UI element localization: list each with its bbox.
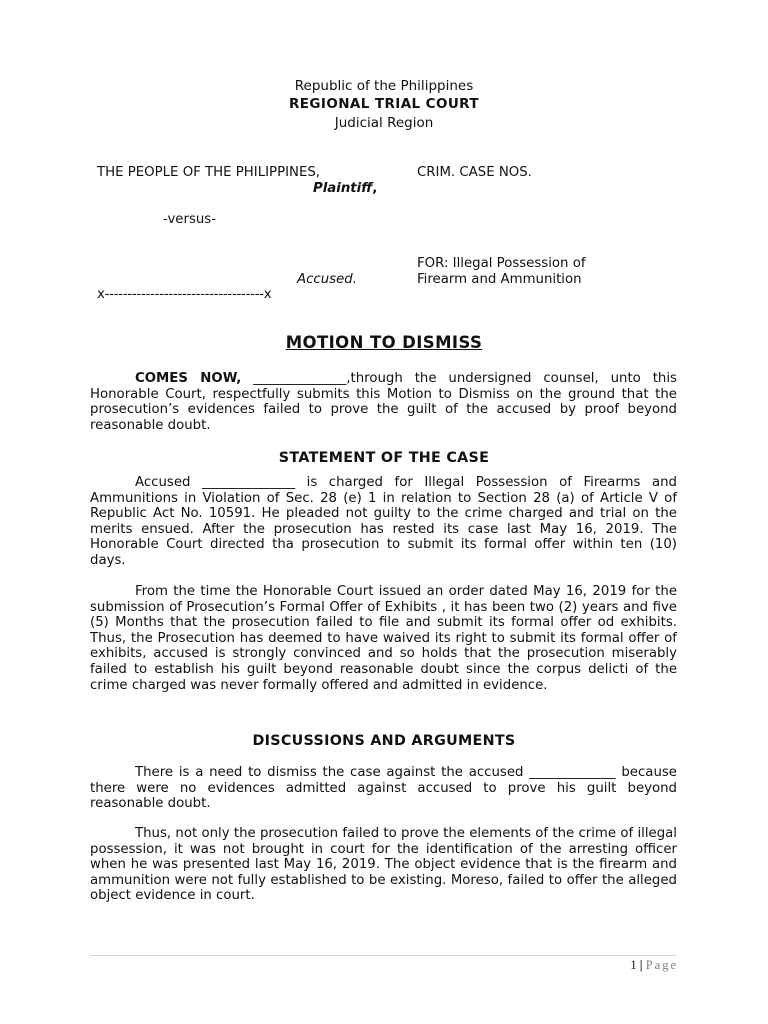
caption-x-line: x-----------------------------------x <box>97 287 272 302</box>
statement-2-text: From the time the Honorable Court issued an order dated May 16, 2019 for the submission of Prosecution’s Formal Offer of Exhibits , it has been two (2) years and five (5) Months that the prosecution failed to file and submit its formal offer od exhibits. Thus, the Prosecution has deemed to have waived its right to submit its formal offer of exhibits, accused is strongly convinced and so holds that the prosecution miserably failed to establish his guilt beyond reasonable doubt since the corpus delicti of the crime charged was never formally offered and admitted in evidence. <box>90 584 677 693</box>
caption-versus: -versus- <box>163 212 217 227</box>
header-republic: Republic of the Philippines <box>294 78 474 94</box>
header-region: Judicial Region <box>334 115 434 131</box>
heading-statement-of-case: STATEMENT OF THE CASE <box>278 450 490 466</box>
paragraph-discussion-2 <box>90 826 677 904</box>
paragraph-comes-now <box>90 371 677 433</box>
footer-page-number <box>630 958 678 973</box>
caption-plaintiff-label: Plaintiff <box>313 181 373 196</box>
caption-people: THE PEOPLE OF THE PHILIPPINES, <box>97 165 321 180</box>
statement-1-text: Accused ______________ is charged for Illegal Possession of Firearms and Ammunitions in Violation of Sec. 28 (e) 1 in relation to Section 28 (a) of Article V of Republic Act No. 10591. He pleaded not guilty to the crime charged and trial on the merits ensued. After the prosecution has rested its case last May 16, 2019. The Honorable Court directed tha prosecution to submit its formal offer within ten (10) days. <box>90 475 677 568</box>
comes-now-rest: ,through the undersigned counsel, unto this Honorable Court, respectfully submits this Motion to Dismiss on the ground that the prosecution’s evidences failed to prove the guilt of the accused by proof beyond reasonable doubt. <box>90 371 677 433</box>
paragraph-discussion-1 <box>90 765 677 812</box>
header-court: REGIONAL TRIAL COURT <box>289 96 479 112</box>
discussion-2-text: Thus, not only the prosecution failed to prove the elements of the crime of illegal possession, it was not brought in court for the identification of the arresting officer when he was presented last May 16, 2019. The object evidence that is the firearm and ammunition were not fully established to be existing. Moreso, failed to offer the alleged object evidence in court. <box>90 826 677 904</box>
caption-accused: Accused. <box>297 272 357 287</box>
caption-for-line1: FOR: Illegal Possession of <box>417 256 586 271</box>
comes-now-lead: COMES NOW, <box>135 371 242 386</box>
comes-now-blank: ______________ <box>241 371 347 386</box>
caption-for-line2: Firearm and Ammunition <box>417 272 582 287</box>
discussion-1-text: There is a need to dismiss the case against the accused _____________ because there were no evidences admitted against accused to prove his guilt beyond reasonable doubt. <box>90 765 677 812</box>
paragraph-statement-1 <box>90 475 677 569</box>
caption-crim-case: CRIM. CASE NOS. <box>417 165 532 180</box>
document-title: MOTION TO DISMISS <box>285 333 483 352</box>
page-label: Page <box>645 958 678 972</box>
page-separator: | <box>639 958 643 972</box>
paragraph-statement-2 <box>90 584 677 693</box>
footer-divider <box>90 955 677 956</box>
caption-plaintiff: Plaintiff, <box>313 181 378 196</box>
heading-discussions: DISCUSSIONS AND ARGUMENTS <box>252 733 516 749</box>
page-number-value: 1 <box>630 958 637 972</box>
